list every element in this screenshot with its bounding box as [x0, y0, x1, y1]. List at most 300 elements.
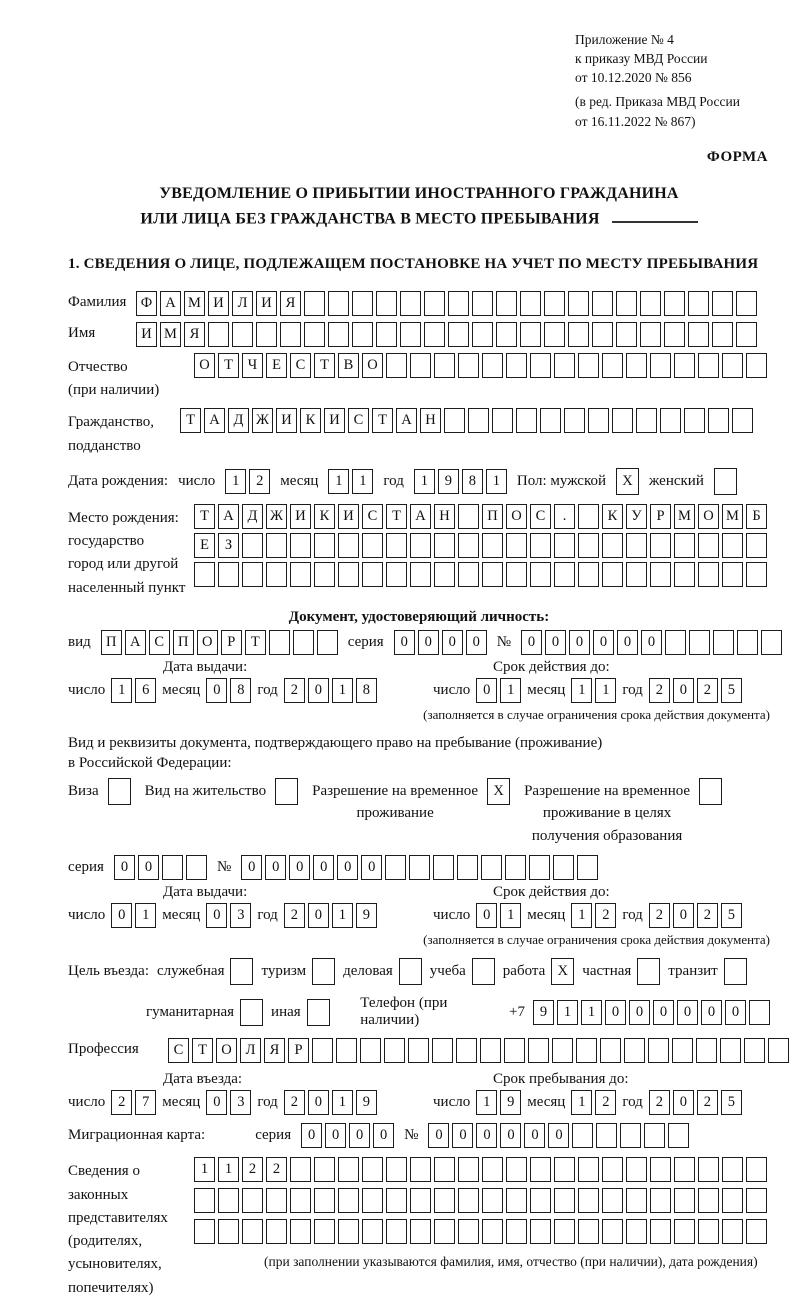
form-cell[interactable] [448, 322, 469, 347]
form-cell[interactable]: И [256, 291, 277, 316]
form-cell[interactable]: П [101, 630, 122, 655]
form-cell[interactable] [564, 408, 585, 433]
form-cell[interactable] [568, 291, 589, 316]
form-cell[interactable] [307, 999, 330, 1026]
form-cell[interactable]: 0 [241, 855, 262, 880]
form-cell[interactable] [492, 408, 513, 433]
form-cell[interactable] [230, 958, 253, 985]
form-cell[interactable]: В [338, 353, 359, 378]
form-cell[interactable]: 0 [313, 855, 334, 880]
form-cell[interactable] [399, 958, 422, 985]
form-cell[interactable] [482, 562, 503, 587]
form-cell[interactable] [736, 322, 757, 347]
form-cell[interactable] [672, 1038, 693, 1063]
form-cell[interactable]: X [616, 468, 639, 495]
form-cell[interactable]: 0 [308, 1090, 329, 1115]
form-cell[interactable] [612, 408, 633, 433]
form-cell[interactable]: Т [386, 504, 407, 529]
form-cell[interactable]: 0 [476, 678, 497, 703]
form-cell[interactable]: С [530, 504, 551, 529]
form-cell[interactable]: О [216, 1038, 237, 1063]
form-cell[interactable] [496, 322, 517, 347]
form-cell[interactable] [338, 533, 359, 558]
form-cell[interactable] [688, 322, 709, 347]
form-cell[interactable] [496, 291, 517, 316]
form-cell[interactable]: 0 [301, 1123, 322, 1148]
form-cell[interactable]: А [125, 630, 146, 655]
form-cell[interactable]: 5 [721, 903, 742, 928]
form-cell[interactable]: 0 [476, 903, 497, 928]
form-cell[interactable]: 1 [352, 469, 373, 494]
form-cell[interactable] [338, 1188, 359, 1213]
form-cell[interactable] [360, 1038, 381, 1063]
form-cell[interactable]: Т [218, 353, 239, 378]
form-cell[interactable] [746, 353, 767, 378]
form-cell[interactable] [434, 1188, 455, 1213]
form-cell[interactable]: 2 [284, 678, 305, 703]
form-cell[interactable]: Т [180, 408, 201, 433]
form-cell[interactable] [458, 353, 479, 378]
form-cell[interactable]: 0 [418, 630, 439, 655]
form-cell[interactable] [293, 630, 314, 655]
form-cell[interactable] [208, 322, 229, 347]
form-cell[interactable] [626, 353, 647, 378]
form-cell[interactable]: 0 [114, 855, 135, 880]
form-cell[interactable] [674, 1188, 695, 1213]
form-cell[interactable]: 1 [135, 903, 156, 928]
form-cell[interactable] [520, 322, 541, 347]
form-cell[interactable] [304, 291, 325, 316]
form-cell[interactable]: 2 [284, 903, 305, 928]
form-cell[interactable]: 0 [466, 630, 487, 655]
form-cell[interactable]: К [300, 408, 321, 433]
form-cell[interactable]: 1 [328, 469, 349, 494]
form-cell[interactable] [650, 1219, 671, 1244]
form-cell[interactable]: 1 [225, 469, 246, 494]
form-cell[interactable] [602, 562, 623, 587]
form-cell[interactable]: Н [420, 408, 441, 433]
form-cell[interactable] [266, 562, 287, 587]
form-cell[interactable] [616, 322, 637, 347]
form-cell[interactable] [304, 322, 325, 347]
form-cell[interactable] [708, 408, 729, 433]
form-cell[interactable] [314, 1157, 335, 1182]
form-cell[interactable] [480, 1038, 501, 1063]
form-cell[interactable]: 0 [325, 1123, 346, 1148]
form-cell[interactable] [640, 322, 661, 347]
form-cell[interactable] [665, 630, 686, 655]
form-cell[interactable] [194, 1219, 215, 1244]
form-cell[interactable] [328, 291, 349, 316]
form-cell[interactable] [530, 1157, 551, 1182]
form-cell[interactable] [410, 1157, 431, 1182]
form-cell[interactable] [592, 322, 613, 347]
form-cell[interactable] [504, 1038, 525, 1063]
form-cell[interactable] [684, 408, 705, 433]
form-cell[interactable]: С [290, 353, 311, 378]
form-cell[interactable] [482, 1157, 503, 1182]
form-cell[interactable] [352, 291, 373, 316]
form-cell[interactable]: 1 [194, 1157, 215, 1182]
form-cell[interactable]: 0 [337, 855, 358, 880]
form-cell[interactable] [689, 630, 710, 655]
form-cell[interactable]: 0 [521, 630, 542, 655]
form-cell[interactable]: 0 [701, 1000, 722, 1025]
form-cell[interactable]: 3 [230, 903, 251, 928]
form-cell[interactable]: 2 [111, 1090, 132, 1115]
form-cell[interactable] [314, 1188, 335, 1213]
form-cell[interactable] [424, 291, 445, 316]
form-cell[interactable] [749, 1000, 770, 1025]
form-cell[interactable]: 1 [581, 1000, 602, 1025]
form-cell[interactable]: 2 [697, 678, 718, 703]
form-cell[interactable] [530, 1219, 551, 1244]
form-cell[interactable]: 0 [593, 630, 614, 655]
form-cell[interactable]: X [551, 958, 574, 985]
form-cell[interactable] [722, 1157, 743, 1182]
form-cell[interactable] [554, 1219, 575, 1244]
form-cell[interactable] [664, 291, 685, 316]
form-cell[interactable] [338, 562, 359, 587]
form-cell[interactable] [698, 1188, 719, 1213]
form-cell[interactable] [290, 1188, 311, 1213]
form-cell[interactable] [444, 408, 465, 433]
form-cell[interactable] [626, 533, 647, 558]
form-cell[interactable]: 2 [249, 469, 270, 494]
form-cell[interactable] [596, 1123, 617, 1148]
form-cell[interactable] [232, 322, 253, 347]
form-cell[interactable] [544, 291, 565, 316]
form-cell[interactable] [650, 353, 671, 378]
form-cell[interactable]: 1 [500, 678, 521, 703]
form-cell[interactable] [314, 533, 335, 558]
form-cell[interactable]: 0 [725, 1000, 746, 1025]
form-cell[interactable]: 0 [265, 855, 286, 880]
form-cell[interactable]: 0 [308, 903, 329, 928]
form-cell[interactable]: 1 [332, 678, 353, 703]
form-cell[interactable]: 0 [569, 630, 590, 655]
form-cell[interactable]: 0 [641, 630, 662, 655]
form-cell[interactable] [578, 533, 599, 558]
form-cell[interactable]: 3 [230, 1090, 251, 1115]
form-cell[interactable]: Н [434, 504, 455, 529]
form-cell[interactable]: 5 [721, 1090, 742, 1115]
form-cell[interactable]: 2 [649, 1090, 670, 1115]
form-cell[interactable] [506, 1219, 527, 1244]
form-cell[interactable] [458, 562, 479, 587]
form-cell[interactable]: Ф [136, 291, 157, 316]
form-cell[interactable] [410, 562, 431, 587]
form-cell[interactable]: М [184, 291, 205, 316]
form-cell[interactable] [624, 1038, 645, 1063]
form-cell[interactable] [554, 353, 575, 378]
form-cell[interactable]: П [482, 504, 503, 529]
form-cell[interactable]: 2 [649, 903, 670, 928]
form-cell[interactable] [674, 1219, 695, 1244]
form-cell[interactable] [457, 855, 478, 880]
form-cell[interactable] [698, 1157, 719, 1182]
form-cell[interactable]: И [208, 291, 229, 316]
form-cell[interactable]: 0 [673, 678, 694, 703]
form-cell[interactable] [768, 1038, 789, 1063]
form-cell[interactable] [362, 1219, 383, 1244]
form-cell[interactable] [553, 855, 574, 880]
form-cell[interactable]: Ж [266, 504, 287, 529]
form-cell[interactable] [482, 533, 503, 558]
form-cell[interactable]: Р [650, 504, 671, 529]
form-cell[interactable]: 2 [266, 1157, 287, 1182]
form-cell[interactable] [640, 291, 661, 316]
form-cell[interactable]: 0 [206, 903, 227, 928]
form-cell[interactable] [520, 291, 541, 316]
form-cell[interactable] [410, 533, 431, 558]
form-cell[interactable] [516, 408, 537, 433]
form-cell[interactable] [544, 322, 565, 347]
form-cell[interactable] [376, 291, 397, 316]
form-cell[interactable] [722, 562, 743, 587]
form-cell[interactable]: А [396, 408, 417, 433]
form-cell[interactable]: 1 [332, 1090, 353, 1115]
form-cell[interactable] [552, 1038, 573, 1063]
form-cell[interactable]: 0 [524, 1123, 545, 1148]
form-cell[interactable] [481, 855, 502, 880]
form-cell[interactable] [108, 778, 131, 805]
form-cell[interactable] [386, 1219, 407, 1244]
form-cell[interactable] [432, 1038, 453, 1063]
form-cell[interactable]: С [348, 408, 369, 433]
form-cell[interactable]: 0 [545, 630, 566, 655]
form-cell[interactable]: 1 [595, 678, 616, 703]
form-cell[interactable]: 6 [135, 678, 156, 703]
form-cell[interactable] [385, 855, 406, 880]
form-cell[interactable] [746, 1219, 767, 1244]
form-cell[interactable]: У [626, 504, 647, 529]
form-cell[interactable]: 0 [677, 1000, 698, 1025]
form-cell[interactable] [458, 1188, 479, 1213]
form-cell[interactable]: 0 [206, 1090, 227, 1115]
form-cell[interactable]: 0 [629, 1000, 650, 1025]
form-cell[interactable]: 0 [206, 678, 227, 703]
form-cell[interactable] [737, 630, 758, 655]
form-cell[interactable]: 0 [617, 630, 638, 655]
form-cell[interactable]: Т [245, 630, 266, 655]
form-cell[interactable] [408, 1038, 429, 1063]
form-cell[interactable] [338, 1219, 359, 1244]
form-cell[interactable]: 1 [476, 1090, 497, 1115]
form-cell[interactable]: 0 [349, 1123, 370, 1148]
form-cell[interactable] [194, 562, 215, 587]
form-cell[interactable]: С [168, 1038, 189, 1063]
form-cell[interactable] [746, 533, 767, 558]
form-cell[interactable] [602, 1219, 623, 1244]
form-cell[interactable] [482, 1219, 503, 1244]
form-cell[interactable]: Т [192, 1038, 213, 1063]
form-cell[interactable] [456, 1038, 477, 1063]
form-cell[interactable]: Ж [252, 408, 273, 433]
form-cell[interactable] [410, 1219, 431, 1244]
form-cell[interactable]: 0 [289, 855, 310, 880]
form-cell[interactable]: 1 [414, 469, 435, 494]
form-cell[interactable] [540, 408, 561, 433]
form-cell[interactable] [530, 562, 551, 587]
form-cell[interactable]: И [290, 504, 311, 529]
form-cell[interactable] [312, 958, 335, 985]
form-cell[interactable]: 0 [653, 1000, 674, 1025]
form-cell[interactable]: 1 [486, 469, 507, 494]
form-cell[interactable]: 5 [721, 678, 742, 703]
form-cell[interactable]: 0 [548, 1123, 569, 1148]
form-cell[interactable]: А [204, 408, 225, 433]
form-cell[interactable] [506, 1188, 527, 1213]
form-cell[interactable] [434, 533, 455, 558]
form-cell[interactable] [458, 533, 479, 558]
form-cell[interactable] [712, 322, 733, 347]
form-cell[interactable]: Т [194, 504, 215, 529]
form-cell[interactable]: Т [314, 353, 335, 378]
form-cell[interactable] [668, 1123, 689, 1148]
form-cell[interactable] [674, 353, 695, 378]
form-cell[interactable]: 0 [476, 1123, 497, 1148]
form-cell[interactable] [626, 562, 647, 587]
form-cell[interactable] [328, 322, 349, 347]
form-cell[interactable] [410, 353, 431, 378]
form-cell[interactable] [722, 1219, 743, 1244]
form-cell[interactable] [620, 1123, 641, 1148]
form-cell[interactable] [714, 468, 737, 495]
form-cell[interactable]: К [314, 504, 335, 529]
form-cell[interactable] [505, 855, 526, 880]
form-cell[interactable] [386, 1188, 407, 1213]
form-cell[interactable] [698, 353, 719, 378]
form-cell[interactable] [650, 562, 671, 587]
form-cell[interactable]: Л [240, 1038, 261, 1063]
form-cell[interactable]: С [149, 630, 170, 655]
form-cell[interactable] [506, 533, 527, 558]
form-cell[interactable] [472, 322, 493, 347]
form-cell[interactable] [472, 291, 493, 316]
form-cell[interactable] [712, 291, 733, 316]
form-cell[interactable]: 1 [500, 903, 521, 928]
form-cell[interactable] [409, 855, 430, 880]
form-cell[interactable]: И [276, 408, 297, 433]
form-cell[interactable] [352, 322, 373, 347]
form-cell[interactable] [362, 562, 383, 587]
form-cell[interactable] [186, 855, 207, 880]
form-cell[interactable]: 8 [356, 678, 377, 703]
form-cell[interactable] [650, 1188, 671, 1213]
form-cell[interactable] [433, 855, 454, 880]
form-cell[interactable] [218, 1188, 239, 1213]
form-cell[interactable] [576, 1038, 597, 1063]
form-cell[interactable] [554, 533, 575, 558]
form-cell[interactable] [736, 291, 757, 316]
form-cell[interactable]: А [160, 291, 181, 316]
form-cell[interactable] [218, 1219, 239, 1244]
form-cell[interactable] [529, 855, 550, 880]
form-cell[interactable] [602, 533, 623, 558]
form-cell[interactable] [746, 562, 767, 587]
form-cell[interactable]: П [173, 630, 194, 655]
form-cell[interactable] [314, 562, 335, 587]
form-cell[interactable]: О [362, 353, 383, 378]
form-cell[interactable] [458, 504, 479, 529]
form-cell[interactable] [578, 1188, 599, 1213]
form-cell[interactable] [660, 408, 681, 433]
form-cell[interactable] [410, 1188, 431, 1213]
form-cell[interactable]: Р [288, 1038, 309, 1063]
form-cell[interactable] [674, 533, 695, 558]
form-cell[interactable] [386, 1157, 407, 1182]
form-cell[interactable] [602, 1188, 623, 1213]
form-cell[interactable] [266, 1219, 287, 1244]
form-cell[interactable] [312, 1038, 333, 1063]
form-cell[interactable] [746, 1157, 767, 1182]
form-cell[interactable] [577, 855, 598, 880]
form-cell[interactable]: 1 [218, 1157, 239, 1182]
form-cell[interactable] [290, 1219, 311, 1244]
form-cell[interactable] [696, 1038, 717, 1063]
form-cell[interactable]: О [698, 504, 719, 529]
form-cell[interactable]: 2 [697, 903, 718, 928]
form-cell[interactable]: 2 [697, 1090, 718, 1115]
form-cell[interactable]: Я [280, 291, 301, 316]
form-cell[interactable] [280, 322, 301, 347]
form-cell[interactable] [724, 958, 747, 985]
form-cell[interactable] [616, 291, 637, 316]
form-cell[interactable]: М [722, 504, 743, 529]
form-cell[interactable]: К [602, 504, 623, 529]
form-cell[interactable] [362, 1188, 383, 1213]
form-cell[interactable] [530, 1188, 551, 1213]
form-cell[interactable]: О [506, 504, 527, 529]
form-cell[interactable] [386, 562, 407, 587]
form-cell[interactable] [568, 322, 589, 347]
form-cell[interactable] [458, 1157, 479, 1182]
form-cell[interactable] [362, 533, 383, 558]
form-cell[interactable]: Е [266, 353, 287, 378]
form-cell[interactable]: 1 [571, 1090, 592, 1115]
form-cell[interactable]: 2 [595, 1090, 616, 1115]
form-cell[interactable] [578, 353, 599, 378]
form-cell[interactable]: 9 [438, 469, 459, 494]
form-cell[interactable] [400, 322, 421, 347]
form-cell[interactable] [242, 1188, 263, 1213]
form-cell[interactable] [434, 353, 455, 378]
form-cell[interactable] [746, 1188, 767, 1213]
form-cell[interactable] [448, 291, 469, 316]
form-cell[interactable]: . [554, 504, 575, 529]
form-cell[interactable] [761, 630, 782, 655]
form-cell[interactable] [240, 999, 263, 1026]
form-cell[interactable]: 9 [356, 1090, 377, 1115]
form-cell[interactable]: 0 [442, 630, 463, 655]
form-cell[interactable]: Е [194, 533, 215, 558]
form-cell[interactable] [664, 322, 685, 347]
form-cell[interactable]: 0 [673, 903, 694, 928]
form-cell[interactable]: 7 [135, 1090, 156, 1115]
form-cell[interactable]: З [218, 533, 239, 558]
form-cell[interactable] [578, 1219, 599, 1244]
form-cell[interactable] [482, 353, 503, 378]
form-cell[interactable] [699, 778, 722, 805]
form-cell[interactable]: 1 [111, 678, 132, 703]
form-cell[interactable] [650, 533, 671, 558]
form-cell[interactable]: 9 [500, 1090, 521, 1115]
form-cell[interactable] [722, 1188, 743, 1213]
form-cell[interactable] [674, 562, 695, 587]
form-cell[interactable] [600, 1038, 621, 1063]
form-cell[interactable] [275, 778, 298, 805]
